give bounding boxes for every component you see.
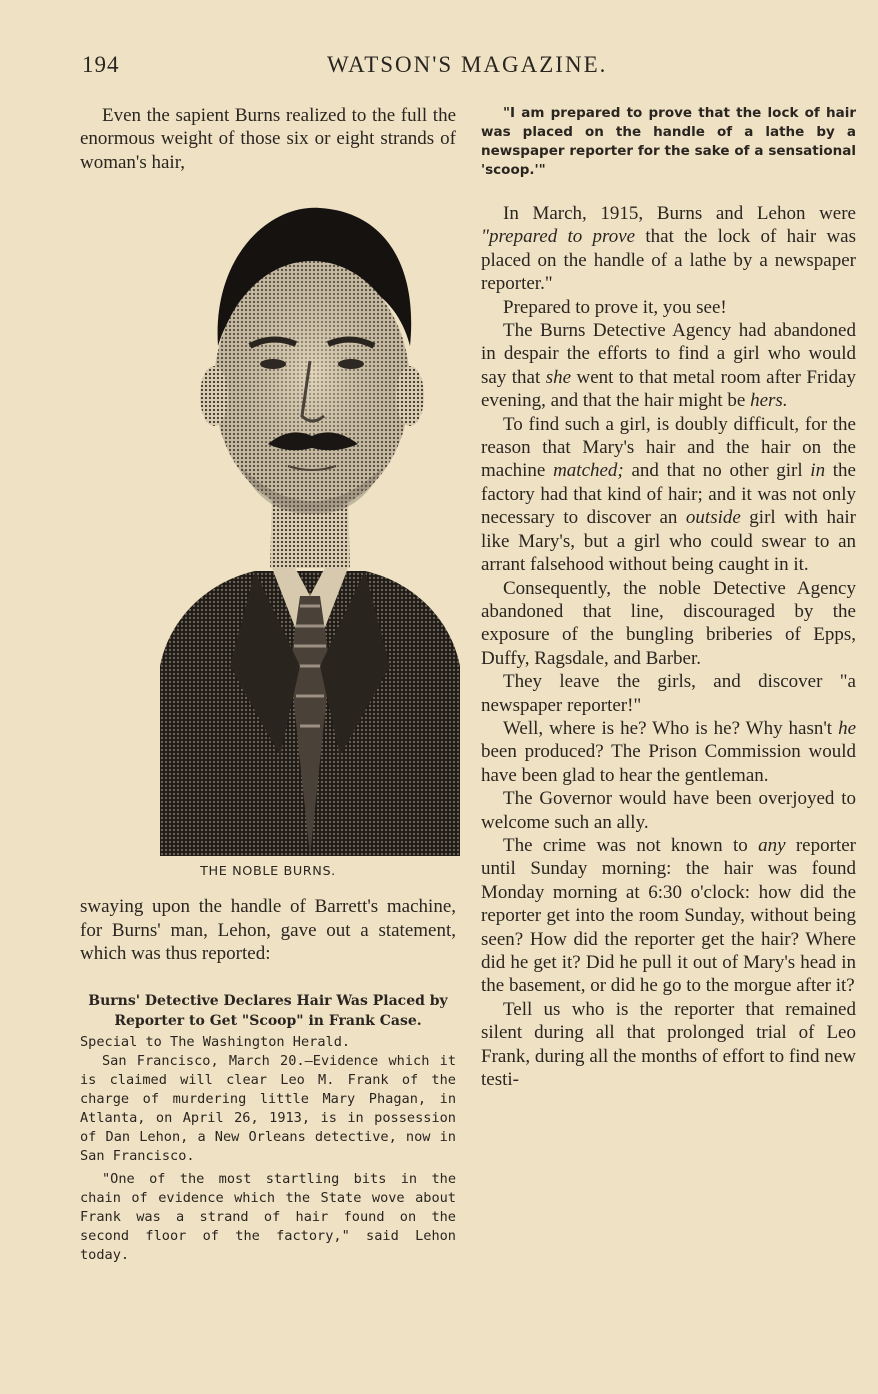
intro-paragraph: Even the sapient Burns realized to the full the enormous weight of those six or eight strands of woman's hair, [80,105,456,173]
text-run: the factory had that kind of hair; and it was not only necessary to discover an [481,460,856,529]
paragraph-prepared: Prepared to prove it, you see! [503,296,727,318]
text-run: In March, 1915, Burns and Lehon were [503,203,856,224]
paragraph-crime-not-known [481,834,856,998]
page-header [82,52,858,82]
emphasis: in [810,460,826,482]
paragraph-find-girl [481,413,856,577]
text-run: girl with hair like Mary's, but a girl who could swear to an arrant falsehood without being caught in it. [481,507,857,576]
clipping-dateline: Special to The Washington Herald. [80,1034,351,1051]
clipping-headline: Burns' Detective Declares Hair Was Placed by Reporter to Get "Scoop" in Frank Case. [88,993,448,1030]
paragraph-leave-girls: They leave the girls, and discover "a newspaper reporter!" [481,671,856,716]
emphasis: matched; [553,460,624,482]
lehon-quote: "I am prepared to prove that the lock of hair was placed on the handle of a lathe by a newspaper reporter for the sake of a sensational 'scoop.'" [481,105,856,178]
portrait-photo [160,196,460,856]
after-caption-paragraph: swaying upon the handle of Barrett's machine, for Burns' man, Lehon, gave out a statement, which was thus reported: [80,896,456,965]
page-number: 194 [82,52,120,77]
emphasis: hers. [750,390,788,412]
text-run: and that no other girl [623,460,811,482]
text-run: went to that metal room after Friday evening, and that the hair might be [481,366,856,412]
running-title: WATSON'S MAGAZINE. [327,52,608,77]
paragraph-march-1915 [481,202,856,296]
paragraph-governor: The Governor would have been overjoyed to welcome such an ally. [481,788,856,833]
text-run: that the lock of hair was placed on the handle of a lathe by a newspaper reporter." [481,226,856,295]
text-run: reporter until Sunday morning: the hair was found Monday morning at 6:30 o'clock: how did the reporter get into the room Sunday, without being seen? How did the reporter get the hair? Where did he get it? Did he pull it out of Mary's head in the basement, or did he go to the morgue after it? [481,834,856,997]
paragraph-who-is-he [481,717,856,787]
text-run: To find such a girl, is doubly difficult, for the reason that Mary's hair and the hair on the machine [481,413,856,482]
photo-caption: THE NOBLE BURNS. [200,864,336,880]
text-run: been produced? The Prison Commission would have been glad to hear the gentleman. [481,741,856,786]
paragraph-agency-abandoned [481,319,856,413]
paragraph-tell-us: Tell us who is the reporter that remained silent during all that prolonged trial of Leo Frank, during all the months of effort to find new testi- [481,998,856,1091]
emphasis: he [838,717,856,739]
clipping-paragraph-2: "One of the most startling bits in the chain of evidence which the State wove about Frank was a strand of hair found on the second floor of the factory," said Lehon today. [80,1171,456,1264]
clipping-paragraph-1: San Francisco, March 20.—Evidence which it is claimed will clear Leo M. Frank of the charge of murdering little Mary Phagan, in Atlanta, on April 26, 1913, is in possession of Dan Lehon, a New Orleans detective, now in San Francisco. [80,1053,456,1165]
emphasis: she [545,366,572,388]
text-run: The crime was not known to [503,834,759,856]
paragraph-consequently: Consequently, the noble Detective Agency abandoned that line, discouraged by the exposure of the bungling briberies of Epps, Duffy, Ragsdale, and Barber. [481,577,856,669]
emphasis: "prepared to prove [481,226,636,248]
portrait-illustration [160,196,460,856]
right-column [481,104,856,1091]
emphasis: outside [685,507,741,529]
left-column [80,104,456,1265]
text-run: Well, where is he? Who is he? Why hasn't [503,717,839,739]
emphasis: any [758,834,786,856]
text-run: The Burns Detective Agency had abandoned in despair the efforts to find a girl who would say that [481,320,856,388]
